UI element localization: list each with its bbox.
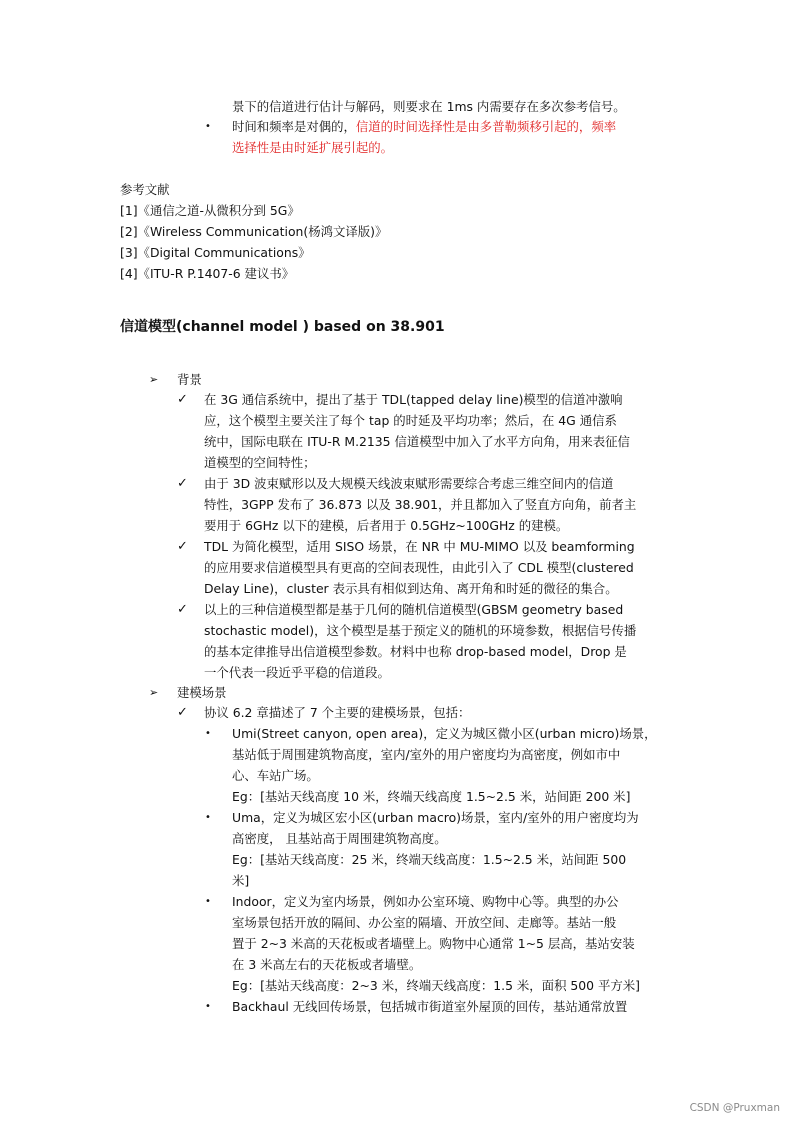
uma-line: 高密度， 且基站高于周围建筑物高度。 xyxy=(232,831,447,846)
references-title: 参考文献 xyxy=(120,182,170,197)
uma-example: Eg：[基站天线高度：25 米，终端天线高度：1.5~2.5 米，站间距 500 xyxy=(232,852,627,867)
umi-line: Umi(Street canyon, open area)，定义为城区微小区(urban micro)场景， xyxy=(232,726,657,741)
indoor-line: 室场景包括开放的隔间、办公室的隔墙、开放空间、走廊等。基站一般 xyxy=(232,915,617,930)
bullet-icon: • xyxy=(205,896,211,907)
check-icon: ✓ xyxy=(177,476,188,491)
bullet-text-duality xyxy=(232,117,616,137)
bg-p2-line: 由于 3D 波束赋形以及大规模天线波束赋形需要综合考虑三维空间内的信道 xyxy=(204,476,614,491)
bg-p1-line: 应，这个模型主要关注了每个 tap 的时延及平均功率；然后，在 4G 通信系 xyxy=(204,413,617,428)
bg-p4-line: 的基本定律推导出信道模型参数。材料中也称 drop-based model，Drop 是 xyxy=(204,644,627,659)
bullet-icon: • xyxy=(205,1001,211,1012)
arrow-bullet-icon: ➢ xyxy=(149,373,159,386)
check-icon: ✓ xyxy=(177,539,188,554)
bg-p3-line: Delay Line)，cluster 表示具有相似到达角、离开角和时延的微径的集合。 xyxy=(204,581,618,596)
check-icon: ✓ xyxy=(177,392,188,407)
text-emphasis: 信道的时间选择性是由多普勒频移引起的，频率 xyxy=(355,119,617,134)
bullet-icon: • xyxy=(205,121,211,132)
uma-example: 米] xyxy=(232,873,250,888)
reference-item: [2]《Wireless Communication(杨鸿文译版)》 xyxy=(120,224,388,239)
section-heading: 信道模型(channel model ) based on 38.901 xyxy=(120,319,445,335)
bg-p1-line: 道模型的空间特性； xyxy=(204,455,316,470)
uma-line: Uma，定义为城区宏小区(urban macro)场景，室内/室外的用户密度均为 xyxy=(232,810,639,825)
bg-p1-line: 统中，国际电联在 ITU-R M.2135 信道模型中加入了水平方向角，用来表征信 xyxy=(204,434,630,449)
check-icon: ✓ xyxy=(177,602,188,617)
indoor-line: 置于 2~3 米高的天花板或者墙壁上。购物中心通常 1~5 层高，基站安装 xyxy=(232,936,635,951)
paragraph-continuation: 景下的信道进行估计与解码，则要求在 1ms 内需要存在多次参考信号。 xyxy=(232,99,626,114)
scenario-intro: 协议 6.2 章描述了 7 个主要的建模场景，包括： xyxy=(204,705,471,720)
indoor-line: 在 3 米高左右的天花板或者墙壁。 xyxy=(232,957,422,972)
background-label: 背景 xyxy=(177,372,202,387)
text-normal: 时间和频率是对偶的， xyxy=(232,119,356,134)
bg-p2-line: 特性，3GPP 发布了 36.873 以及 38.901，并且都加入了竖直方向角，前者主 xyxy=(204,497,637,512)
bullet-icon: • xyxy=(205,812,211,823)
bg-p3-line: 的应用要求信道模型具有更高的空间表现性，由此引入了 CDL 模型(clustered xyxy=(204,560,634,575)
backhaul-line: Backhaul 无线回传场景，包括城市街道室外屋顶的回传，基站通常放置 xyxy=(232,999,628,1014)
bg-p2-line: 要用于 6GHz 以下的建模，后者用于 0.5GHz~100GHz 的建模。 xyxy=(204,518,569,533)
umi-line: 心、车站广场。 xyxy=(232,768,319,783)
bg-p4-line: stochastic model)，这个模型是基于预定义的随机的环境参数，根据信号传播 xyxy=(204,623,637,638)
reference-item: [3]《Digital Communications》 xyxy=(120,245,311,260)
reference-item: [4]《ITU-R P.1407-6 建议书》 xyxy=(120,266,295,281)
indoor-example: Eg：[基站天线高度：2~3 米，终端天线高度：1.5 米，面积 500 平方米] xyxy=(232,978,640,993)
check-icon: ✓ xyxy=(177,705,188,720)
bg-p1-line: 在 3G 通信系统中，提出了基于 TDL(tapped delay line)模型的信道冲激响 xyxy=(204,392,623,407)
watermark: CSDN @Pruxman xyxy=(689,1102,780,1114)
bg-p4-line: 以上的三种信道模型都是基于几何的随机信道模型(GBSM geometry based xyxy=(204,602,624,617)
bg-p3-line: TDL 为简化模型，适用 SISO 场景，在 NR 中 MU-MIMO 以及 beamforming xyxy=(204,539,635,554)
umi-example: Eg：[基站天线高度 10 米，终端天线高度 1.5~2.5 米，站间距 200 米] xyxy=(232,789,631,804)
reference-item: [1]《通信之道-从微积分到 5G》 xyxy=(120,203,300,218)
bg-p4-line: 一个代表一段近乎平稳的信道段。 xyxy=(204,665,390,680)
indoor-line: Indoor，定义为室内场景，例如办公室环境、购物中心等。典型的办公 xyxy=(232,894,619,909)
bullet-icon: • xyxy=(205,728,211,739)
bullet-text-emphasis-2: 选择性是由时延扩展引起的。 xyxy=(232,140,394,155)
umi-line: 基站低于周围建筑物高度，室内/室外的用户密度均为高密度，例如市中 xyxy=(232,747,621,762)
scenario-label: 建模场景 xyxy=(177,685,227,700)
arrow-bullet-icon: ➢ xyxy=(149,686,159,699)
